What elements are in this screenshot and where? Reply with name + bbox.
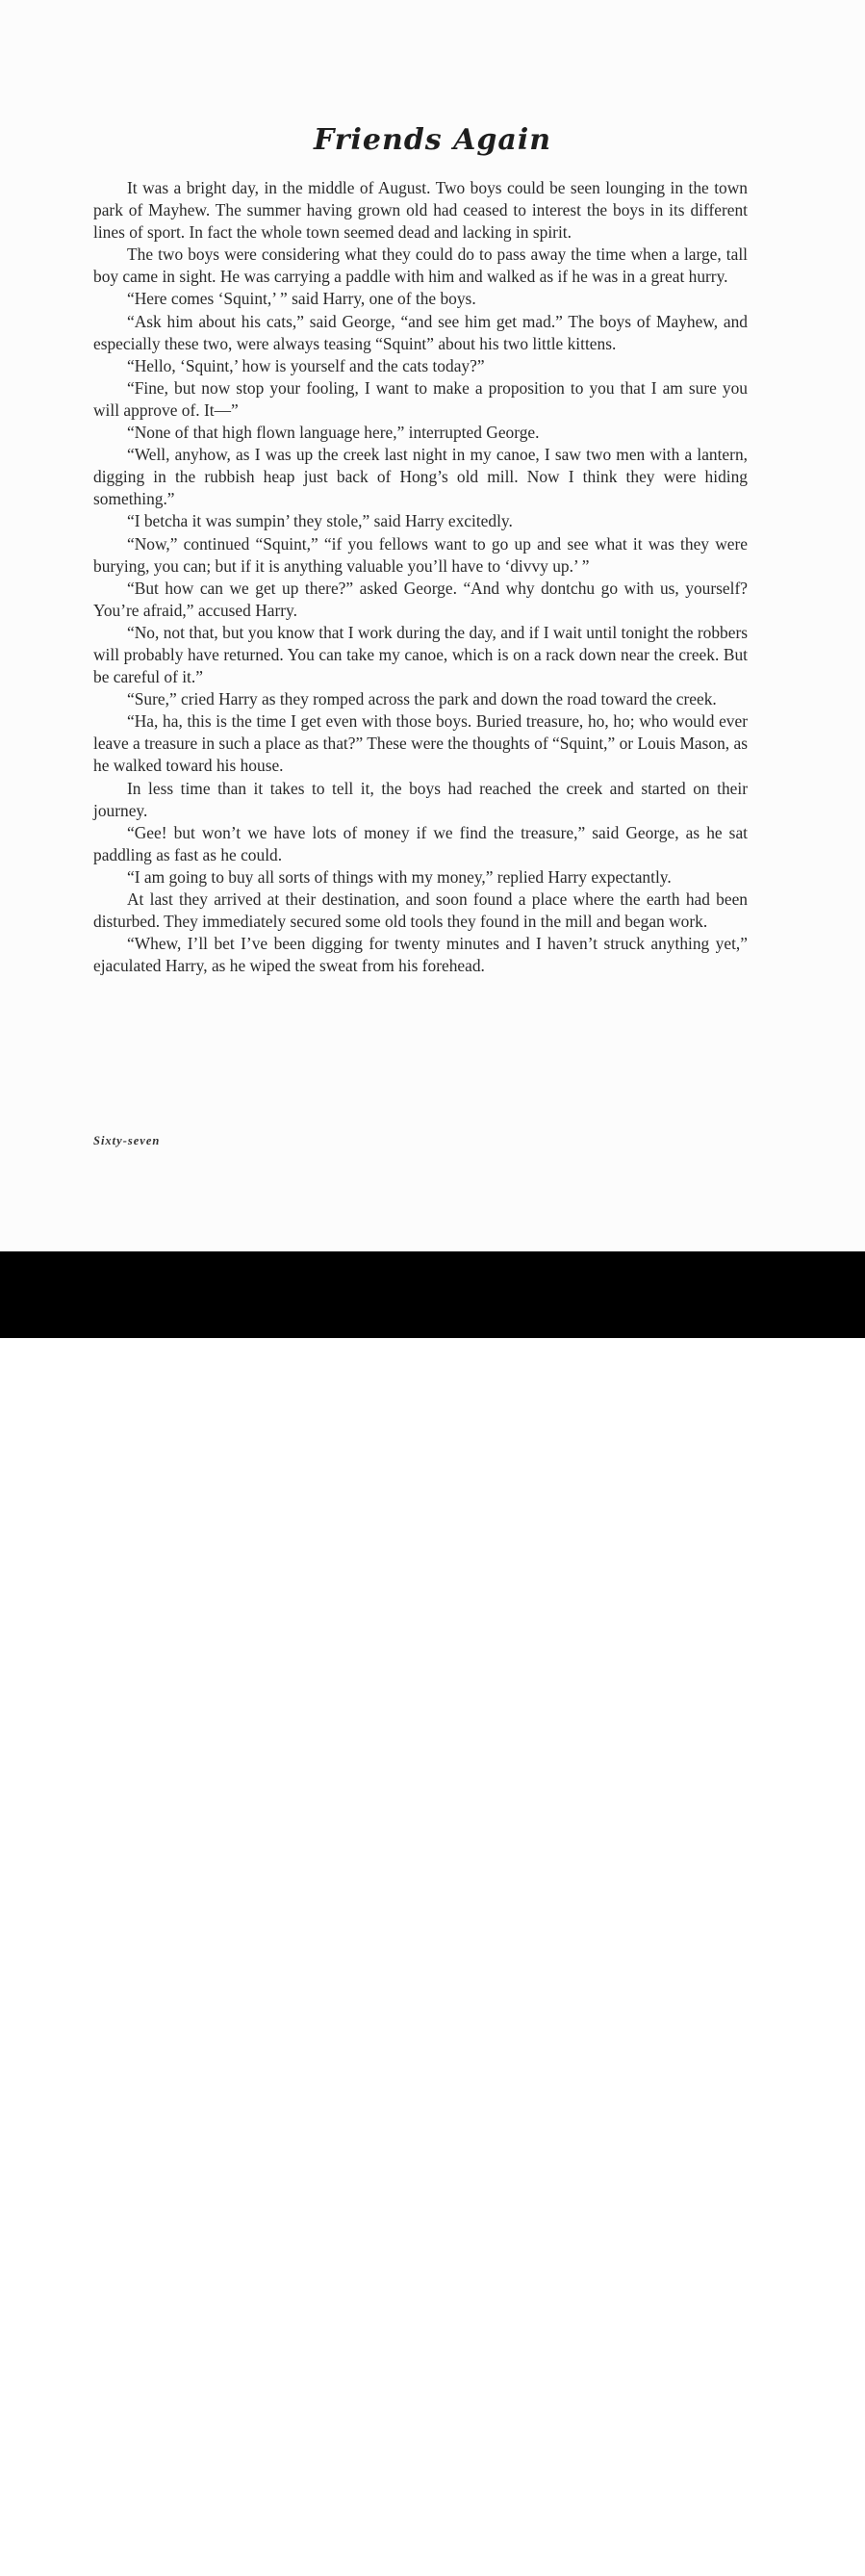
paragraph: “Ask him about his cats,” said George, “and see him get mad.” The boys of Mayhew, and especially these two, were always teasing “Squint” about his two little kittens. <box>93 311 748 353</box>
paragraph: “Fine, but now stop your fooling, I want to make a proposition to you that I am sure you will approve of. It—” <box>93 377 748 420</box>
paragraph: In less time than it takes to tell it, the boys had reached the creek and started on their journey. <box>93 778 748 820</box>
story-text <box>93 177 748 977</box>
paragraph: The two boys were considering what they could do to pass away the time when a large, tall boy came in sight. He was carrying a paddle with him and walked as if he was in a great hurry. <box>93 245 748 287</box>
paragraph: “Well, anyhow, as I was up the creek last night in my canoe, I saw two men with a lantern, digging in the rubbish heap just back of Hong’s old mill. Now I think they were hiding something.” <box>93 445 748 509</box>
paragraph: “Now,” continued “Squint,” “if you fellows want to go up and see what it was they were burying, you can; but if it is anything valuable you’ll have to ‘divvy up.’ ” <box>93 533 748 576</box>
page-number: Sixty-seven <box>93 1134 161 1147</box>
image-id: 3A8TH3W <box>767 2515 846 2534</box>
paragraph: “But how can we get up there?” asked George. “And why dontchu go with us, yourself? You’re afraid,” accused Harry. <box>93 578 748 620</box>
site-url: www.alamy.com <box>728 2557 846 2575</box>
paragraph: “Gee! but won’t we have lots of money if we find the treasure,” said George, as he sat paddling as fast as he could. <box>93 822 748 864</box>
paragraph: “None of that high flown language here,” interrupted George. <box>127 423 540 443</box>
paragraph: “Ha, ha, this is the time I get even with those boys. Buried treasure, ho, ho; who would ever leave a treasure in such a place as that?” These were the thoughts of “Squint,” or Louis Mason, as he walked toward his house. <box>93 711 748 776</box>
paragraph: “No, not that, but you know that I work during the day, and if I wait until tonight the robbers will probably have returned. You can take my canoe, which is on a rack down near the creek. But be careful of it.” <box>93 622 748 687</box>
alamy-logo: alamy <box>23 2515 144 2565</box>
book-page <box>0 0 865 1251</box>
paragraph: “I betcha it was sumpin’ they stole,” said Harry excitedly. <box>127 511 513 531</box>
paragraph: “Sure,” cried Harry as they romped across the park and down the road toward the creek. <box>127 689 717 709</box>
paragraph: “Here comes ‘Squint,’ ” said Harry, one of the boys. <box>127 289 476 309</box>
paragraph: “I am going to buy all sorts of things with my money,” replied Harry expectantly. <box>127 866 672 887</box>
paragraph: “Hello, ‘Squint,’ how is yourself and the cats today?” <box>127 355 485 375</box>
paragraph: It was a bright day, in the middle of August. Two boys could be seen lounging in the town park of Mayhew. The summer having grown old had ceased to interest the boys in its different lines of sport. In fact the whole town seemed dead and lacking in spirit. <box>93 178 748 243</box>
paragraph: At last they arrived at their destination, and soon found a place where the earth had been disturbed. They immediately secured some old tools they found in the mill and began work. <box>93 889 748 932</box>
page-title: Friends Again <box>313 123 552 157</box>
watermark-bar <box>0 1251 865 2575</box>
paragraph: “Whew, I’ll bet I’ve been digging for twenty minutes and I haven’t struck anything yet,” ejaculated Harry, as he wiped the sweat from his forehead. <box>93 934 748 976</box>
